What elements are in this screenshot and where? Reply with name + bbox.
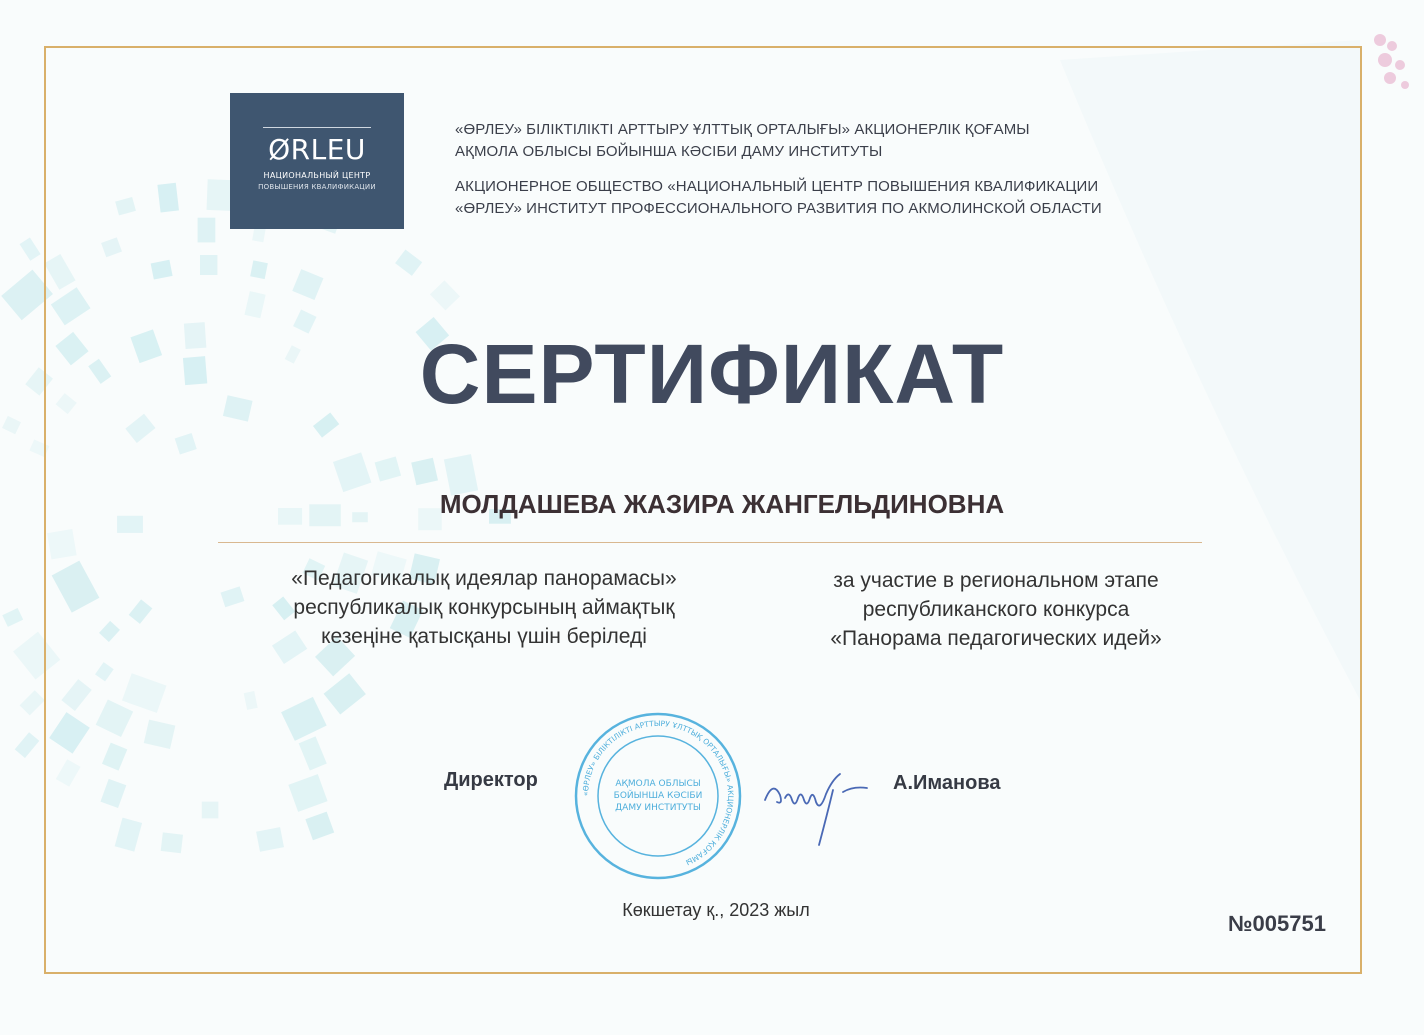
logo-divider bbox=[263, 127, 371, 128]
certificate-title: СЕРТИФИКАТ bbox=[419, 327, 1005, 421]
org-ru-line-2: «ӨРЛЕУ» ИНСТИТУТ ПРОФЕССИОНАЛЬНОГО РАЗВИТИЯ ПО АКМОЛИНСКОЙ ОБЛАСТИ bbox=[455, 200, 1102, 217]
org-ru-line-1: АКЦИОНЕРНОЕ ОБЩЕСТВО «НАЦИОНАЛЬНЫЙ ЦЕНТР ПОВЫШЕНИЯ КВАЛИФИКАЦИИ bbox=[455, 178, 1099, 195]
director-name: А.Иманова bbox=[893, 772, 1001, 794]
description-kk-line: «Педагогикалық идеялар панорамасы» bbox=[291, 567, 677, 590]
description-kk bbox=[224, 564, 744, 651]
city-year: Көкшетау қ., 2023 жыл bbox=[622, 900, 810, 920]
pattern-block bbox=[20, 690, 45, 715]
name-underline bbox=[218, 542, 1202, 543]
logo-name: ØRLEU bbox=[268, 133, 366, 166]
director-label: Директор bbox=[444, 769, 538, 791]
stamp-outer-text: «ӨРЛЕУ» БІЛІКТІЛІКТІ АРТТЫРУ ҰЛТТЫҚ ОРТАЛЫҒЫ» АКЦИОНЕРЛІК ҚОҒАМЫ bbox=[580, 718, 736, 867]
orleu-logo bbox=[230, 93, 404, 229]
description-ru-line: «Панорама педагогических идей» bbox=[830, 627, 1162, 650]
director-signature bbox=[755, 750, 895, 850]
pattern-block bbox=[2, 608, 23, 627]
stamp-center-line: АҚМОЛА ОБЛЫСЫ bbox=[615, 779, 701, 789]
description-kk-line: кезеңіне қатысқаны үшін беріледі bbox=[321, 625, 647, 648]
recipient-name: МОЛДАШЕВА ЖАЗИРА ЖАНГЕЛЬДИНОВНА bbox=[439, 489, 1005, 519]
description-ru-line: республиканского конкурса bbox=[862, 598, 1130, 621]
description-kk-line: республикалық конкурсының аймақтық bbox=[293, 596, 675, 619]
org-kk-line-1: «ӨРЛЕУ» БІЛІКТІЛІКТІ АРТТЫРУ ҰЛТТЫҚ ОРТАЛЫҒЫ» АКЦИОНЕРЛІК ҚОҒАМЫ bbox=[455, 121, 1030, 138]
description-ru bbox=[736, 566, 1256, 653]
org-kk-line-2: АҚМОЛА ОБЛЫСЫ БОЙЫНША КӘСІБИ ДАМУ ИНСТИТУТЫ bbox=[455, 143, 883, 160]
logo-subtitle-2: ПОВЫШЕНИЯ КВАЛИФИКАЦИИ bbox=[258, 183, 376, 191]
pink-mark bbox=[1360, 20, 1420, 100]
stamp-center-line: ДАМУ ИНСТИТУТЫ bbox=[615, 803, 701, 813]
pattern-block bbox=[20, 238, 41, 261]
pattern-block bbox=[15, 732, 40, 758]
description-ru-line: за участие в региональном этапе bbox=[833, 569, 1159, 592]
official-stamp bbox=[572, 710, 744, 882]
stamp-center-line: БОЙЫНША КӘСІБИ bbox=[613, 791, 703, 801]
logo-subtitle-1: НАЦИОНАЛЬНЫЙ ЦЕНТР bbox=[263, 171, 371, 180]
certificate-number: №005751 bbox=[1228, 911, 1326, 936]
